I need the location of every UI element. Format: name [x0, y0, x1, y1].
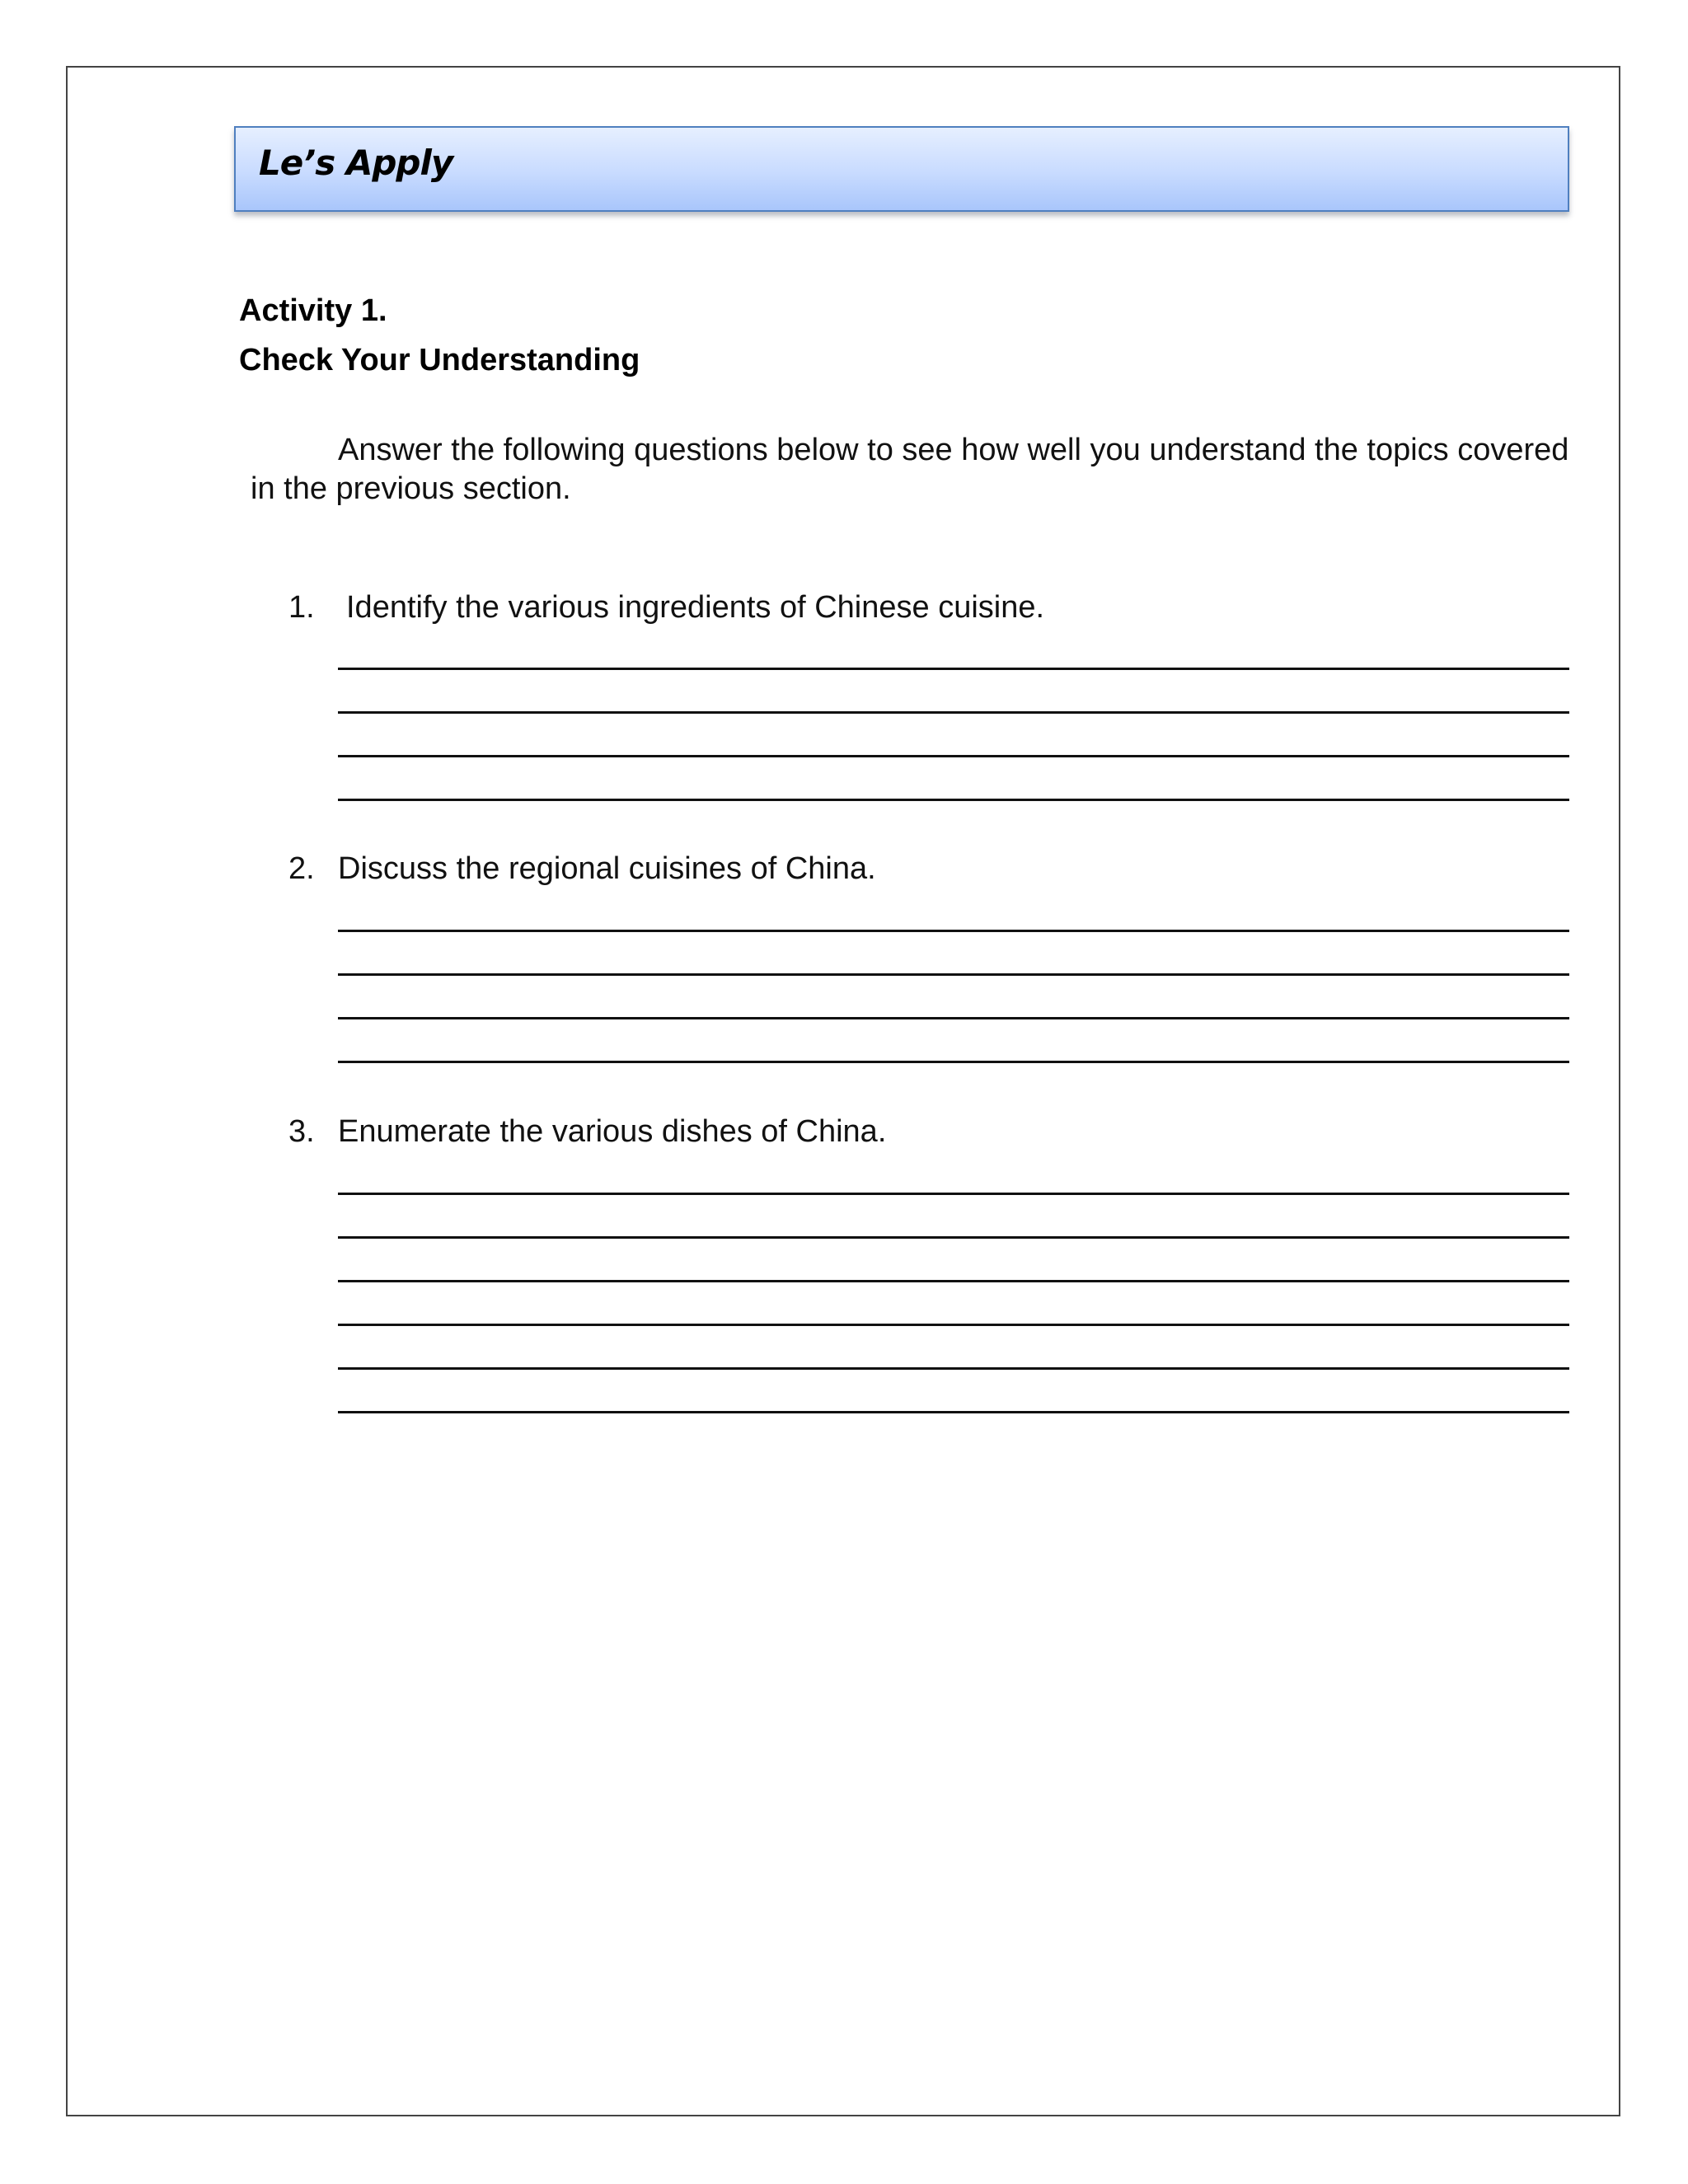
section-title: Le’s Apply [259, 143, 453, 183]
question-3-answer-line[interactable] [338, 1193, 1569, 1195]
section-banner [234, 126, 1569, 212]
question-2-text: Discuss the regional cuisines of China. [338, 851, 876, 886]
question-1-answer-line[interactable] [338, 799, 1569, 801]
activity-number: Activity 1. [239, 293, 387, 328]
activity-title: Check Your Understanding [239, 343, 640, 377]
question-1-answer-line[interactable] [338, 668, 1569, 670]
question-3-number: 3. [288, 1114, 315, 1149]
question-2-answer-line[interactable] [338, 1017, 1569, 1019]
question-3-answer-line[interactable] [338, 1411, 1569, 1413]
question-3-text: Enumerate the various dishes of China. [338, 1114, 887, 1149]
question-1-number: 1. [288, 590, 315, 625]
question-2-answer-line[interactable] [338, 1061, 1569, 1063]
question-2-number: 2. [288, 851, 315, 886]
question-2-answer-line[interactable] [338, 973, 1569, 976]
question-3-answer-line[interactable] [338, 1324, 1569, 1326]
instructions-paragraph: Answer the following questions below to see how well you understand the topics covered in the previous section. [251, 433, 1569, 506]
question-2-answer-line[interactable] [338, 930, 1569, 932]
question-3-answer-line[interactable] [338, 1236, 1569, 1239]
question-1-answer-line[interactable] [338, 755, 1569, 757]
question-1-answer-line[interactable] [338, 711, 1569, 714]
question-3-answer-line[interactable] [338, 1280, 1569, 1282]
question-3-answer-line[interactable] [338, 1367, 1569, 1370]
question-1-text: Identify the various ingredients of Chinese cuisine. [346, 590, 1045, 625]
